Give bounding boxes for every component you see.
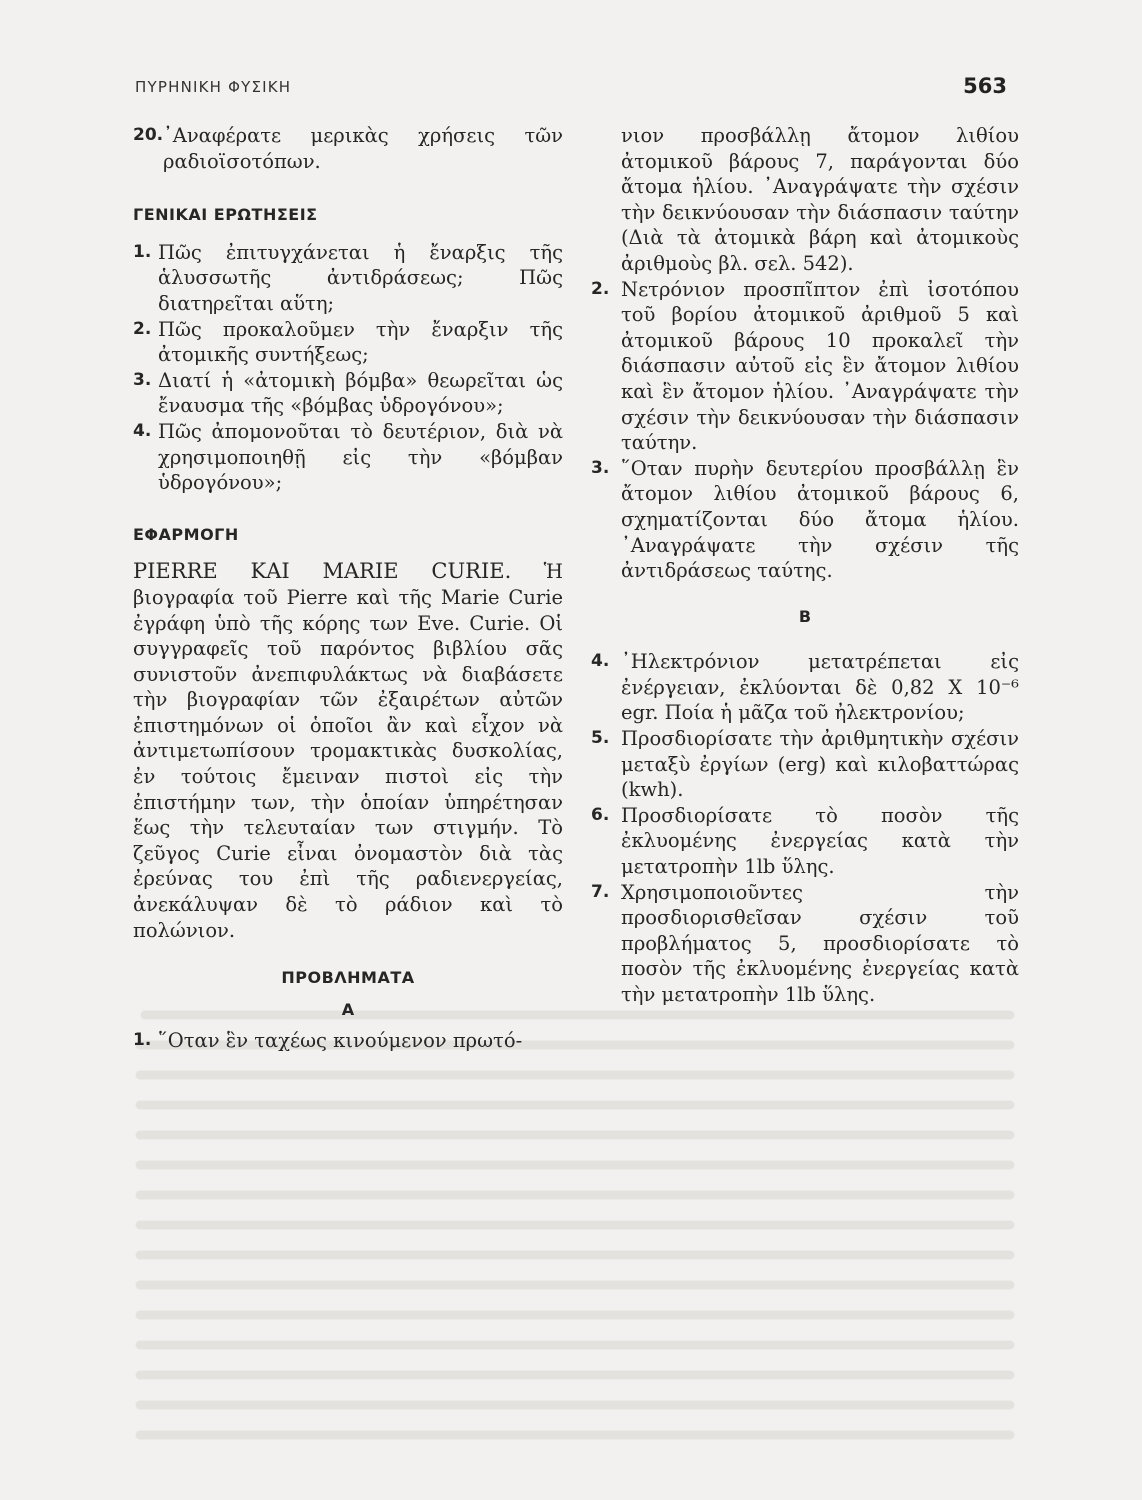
general-questions-heading: ΓΕΝΙΚΑΙ ΕΡΩΤΗΣΕΙΣ	[133, 205, 318, 225]
problem-text: Χρησιμοποιοῦντες τὴν προσδιορισθεῖσαν σχέσιν τοῦ προβλήματος 5, προσδιορίσατε τὸ ποσὸν τῆς ἐκλυομένης ἐνεργείας κατὰ τὴν μετατροπὴν 1lb ὕλης.	[621, 880, 1019, 1006]
problem-number: 1.	[133, 1030, 152, 1051]
problem-number: 4.	[591, 651, 610, 672]
question-20	[133, 123, 563, 174]
problem-text: Προσδιορίσατε τὸ ποσὸν τῆς ἐκλυομένης ἐνεργείας κατὰ τὴν μετατροπὴν 1lb ὕλης.	[621, 803, 1019, 879]
question-text: ᾿Αναφέρατε μερικὰς χρήσεις τῶν ραδιοϊσοτόπων.	[163, 124, 563, 173]
problem-number: 7.	[591, 881, 610, 902]
question-number: 1.	[133, 241, 152, 262]
question-number: 2.	[133, 318, 152, 339]
problem-4	[591, 649, 1019, 726]
problem-number: 2.	[591, 278, 610, 299]
application-text: Ἡ βιογραφία τοῦ Pierre καὶ τῆς Marie Curie ἐγράφη ὑπὸ τῆς κόρης των Eve. Curie. Οἱ συγγραφεῖς τοῦ παρόντος βιβλίου σᾶς συνιστοῦν ἀνεπιφυλάκτως νὰ διαβάσετε τὴν βιογραφίαν τῶν ἐξαιρέτων αὐτῶν ἐπιστημόνων οἱ ὁποῖοι ἂν καὶ εἶχον νὰ ἀντιμετωπίσουν τρομακτικὰς δυσκολίας, ἐν τούτοις ἔμειναν πιστοὶ εἰς τὴν ἐπιστήμην των, τὴν ὁποίαν ὑπηρέτησαν ἕως τὴν τελευταίαν των στιγμήν. Τὸ ζεῦγος Curie εἶναι ὀνομαστὸν διὰ τὰς ἐρεύνας του ἐπὶ τῆς ραδιενεργείας, ἀνεκάλυψαν δὲ τὸ ράδιον καὶ τὸ πολώνιον.	[133, 560, 563, 942]
right-column	[591, 123, 1019, 1008]
problem-7	[591, 880, 1019, 1008]
general-question	[133, 368, 563, 419]
problem-number: 6.	[591, 804, 610, 825]
application-paragraph	[133, 559, 563, 943]
running-title: ΠΥΡΗΝΙΚΗ ΦΥΣΙΚΗ	[135, 78, 292, 96]
question-text: Πῶς προκαλοῦμεν τὴν ἔναρξιν τῆς ἀτομικῆς συντήξεως;	[158, 317, 563, 367]
page-number: 563	[963, 74, 1007, 98]
problem-number: 3.	[591, 457, 610, 478]
general-question	[133, 419, 563, 496]
problem-3	[591, 456, 1019, 584]
problem-text: Προσδιορίσατε τὴν ἀριθμητικὴν σχέσιν μεταξὺ ἐργίων (erg) καὶ κιλοβαττώρας (kwh).	[621, 727, 1019, 802]
general-question	[133, 317, 563, 368]
problem-text: Νετρόνιον προσπῖπτον ἐπὶ ἰσοτόπου τοῦ βορίου ἀτομικοῦ ἀριθμοῦ 5 καὶ ἀτομικοῦ βάρους 10 προκαλεῖ τὴν διάσπασιν αὐτοῦ εἰς ἓν ἄτομον λιθίου καὶ ἓν ἄτομον ἡλίου. ᾿Αναγράψατε τὴν σχέσιν τὴν δεικνύουσαν τὴν διάσπασιν ταύτην.	[621, 277, 1019, 455]
question-text: Πῶς ἐπιτυγχάνεται ἡ ἔναρξις τῆς ἁλυσσωτῆς ἀντιδράσεως; Πῶς διατηρεῖται αὕτη;	[158, 240, 563, 315]
application-lead: PIERRE ΚΑΙ MARIE CURIE.	[133, 559, 512, 584]
problem-text: ᾿Ηλεκτρόνιον μετατρέπεται εἰς ἐνέργειαν, ἐκλύονται δὲ 0,82 Χ 10⁻⁶ egr. Ποία ἡ μᾶζα τοῦ ἠλεκτρονίου;	[621, 650, 1019, 725]
problem-6	[591, 803, 1019, 880]
left-column	[133, 123, 563, 1054]
problem-1-continuation: νιον προσβάλλῃ ἄτομον λιθίου ἀτομικοῦ βάρους 7, παράγονται δύο ἄτομα ἡλίου. ᾿Αναγράψατε τὴν σχέσιν τὴν δεικνύουσαν τὴν διάσπασιν ταύτην (Διὰ τὰ ἀτομικὰ βάρη καὶ ἀτομικοὺς ἀριθμοὺς βλ. σελ. 542).	[621, 124, 1019, 275]
section-b-label: Β	[798, 606, 812, 626]
section-a-label: Α	[341, 999, 355, 1019]
application-heading: ΕΦΑΡΜΟΓΗ	[133, 524, 239, 544]
problem-text: ῞Οταν ἓν ταχέως κινούμενον πρωτό-	[158, 1029, 523, 1053]
problems-heading: ΠΡΟΒΛΗΜΑΤΑ	[281, 968, 415, 988]
question-text: Πῶς ἀπομονοῦται τὸ δευτέριον, διὰ νὰ χρησιμοποιηθῇ εἰς τὴν «βόμβαν ὑδρογόνου»;	[158, 419, 563, 495]
question-number: 4.	[133, 420, 152, 441]
general-question	[133, 240, 563, 317]
problem-2	[591, 277, 1019, 456]
question-number: 20.	[133, 125, 164, 145]
problem-1	[133, 1028, 563, 1054]
problem-5	[591, 726, 1019, 803]
problem-text: ῞Οταν πυρὴν δευτερίου προσβάλλῃ ἓν ἄτομον λιθίου ἀτομικοῦ βάρους 6, σχηματίζονται δύο ἄτομα ἡλίου. ᾿Αναγράψατε τὴν σχέσιν τῆς ἀντιδράσεως ταύτης.	[621, 456, 1019, 583]
problem-number: 5.	[591, 728, 610, 749]
question-text: Διατί ἡ «ἀτομικὴ βόμβα» θεωρεῖται ὡς ἔναυσμα τῆς «βόμβας ὑδρογόνου»;	[158, 368, 563, 418]
question-number: 3.	[133, 369, 152, 390]
